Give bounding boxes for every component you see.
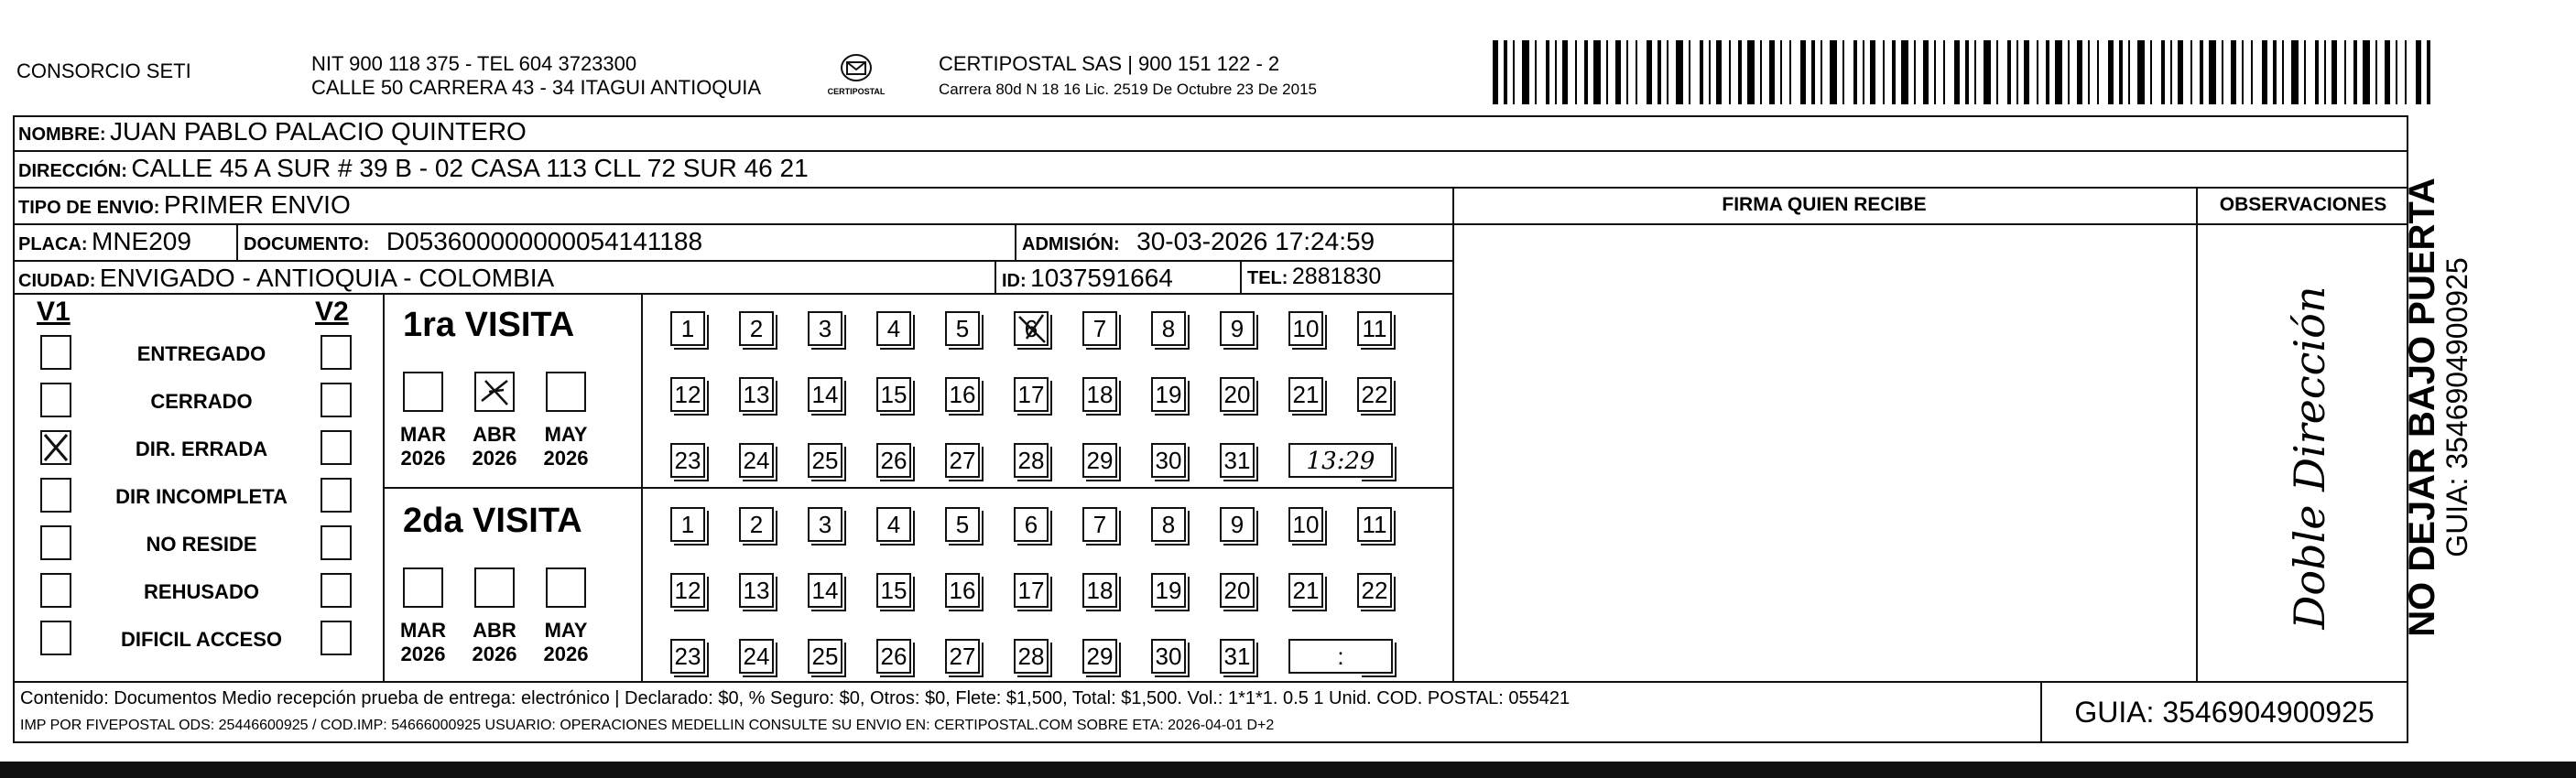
month-checkbox[interactable] xyxy=(546,372,586,412)
tel-value: 2881830 xyxy=(1291,264,1382,289)
day-number: 25 xyxy=(811,447,839,474)
day-number: 4 xyxy=(886,315,901,342)
status-label: DIR. ERRADA xyxy=(135,438,268,460)
day-box[interactable] xyxy=(1288,507,1323,542)
envelope-icon xyxy=(838,53,875,82)
id-value: 1037591664 xyxy=(1030,264,1173,292)
documento-label: DOCUMENTO: xyxy=(244,234,370,254)
v2-checkbox[interactable] xyxy=(321,621,352,655)
certipostal-line2: Carrera 80d N 18 16 Lic. 2519 De Octubre 23 De 2015 xyxy=(939,81,1317,98)
day-box[interactable] xyxy=(876,311,911,346)
day-box[interactable] xyxy=(1357,507,1392,542)
nombre-label: NOMBRE: xyxy=(18,124,106,145)
day-box[interactable] xyxy=(739,443,774,478)
day-number: 30 xyxy=(1155,643,1182,670)
day-number: 19 xyxy=(1155,577,1182,604)
month-year: 2026 xyxy=(543,447,589,470)
v2-checkbox[interactable] xyxy=(321,335,352,370)
day-number: 11 xyxy=(1362,511,1387,538)
day-box[interactable] xyxy=(1014,311,1049,346)
month-name: ABR xyxy=(473,423,516,446)
day-number: 2 xyxy=(749,315,764,342)
month-name: MAR xyxy=(399,619,447,642)
day-number: 5 xyxy=(955,511,970,538)
status-label: DIR INCOMPLETA xyxy=(115,485,288,508)
v1-label: V1 xyxy=(37,297,71,327)
day-box[interactable] xyxy=(808,311,842,346)
day-box[interactable] xyxy=(739,639,774,674)
month-name: ABR xyxy=(473,619,516,642)
day-box[interactable] xyxy=(1082,311,1117,346)
v2-label: V2 xyxy=(315,297,349,327)
day-box[interactable] xyxy=(808,639,842,674)
day-box[interactable] xyxy=(945,377,980,412)
day-number: 19 xyxy=(1155,381,1182,408)
v2-checkbox[interactable] xyxy=(321,478,352,513)
day-number: 10 xyxy=(1292,511,1320,538)
day-number: 8 xyxy=(1161,315,1176,342)
month-checkbox[interactable] xyxy=(403,372,443,412)
day-number: 16 xyxy=(949,381,976,408)
status-label: DIFICIL ACCESO xyxy=(120,628,282,651)
day-number: 1 xyxy=(680,511,695,538)
company-name: CONSORCIO SETI xyxy=(16,59,191,82)
v1-checkbox[interactable] xyxy=(40,383,71,417)
day-number: 25 xyxy=(811,643,839,670)
day-box[interactable] xyxy=(808,507,842,542)
status-label: ENTREGADO xyxy=(136,342,266,365)
day-number: 29 xyxy=(1086,643,1114,670)
footer-line1: Contenido: Documentos Medio recepción prueba de entrega: electrónico | Declarado: $0, % Seguro: $0, Otros: $0, Flete: $1,500, Total: $1,500. Vol.: 1*1*1. 0.5 1 Unid. COD. POSTAL: 055421 xyxy=(20,688,1571,708)
day-number: 16 xyxy=(949,577,976,604)
day-number: 3 xyxy=(818,511,832,538)
day-box[interactable] xyxy=(808,377,842,412)
day-box[interactable] xyxy=(945,443,980,478)
status-label: REHUSADO xyxy=(144,580,259,603)
day-box[interactable] xyxy=(670,311,705,346)
check-x-icon xyxy=(42,432,70,463)
ciudad-label: CIUDAD: xyxy=(18,271,96,291)
day-number: 31 xyxy=(1223,447,1251,474)
day-box[interactable] xyxy=(1288,573,1323,608)
day-number: 18 xyxy=(1086,381,1114,408)
day-box[interactable] xyxy=(739,311,774,346)
day-box[interactable] xyxy=(1082,639,1117,674)
day-number: 1 xyxy=(680,315,695,342)
day-box[interactable] xyxy=(945,311,980,346)
day-box[interactable] xyxy=(1220,573,1255,608)
day-box[interactable] xyxy=(1288,311,1323,346)
admision-label: ADMISIÓN: xyxy=(1022,234,1120,254)
day-number: 30 xyxy=(1155,447,1182,474)
day-number: 7 xyxy=(1092,315,1107,342)
time-value: : xyxy=(1337,643,1344,670)
day-box[interactable] xyxy=(1220,311,1255,346)
day-number: 12 xyxy=(674,381,701,408)
day-box[interactable] xyxy=(1357,573,1392,608)
v2-checkbox[interactable] xyxy=(321,430,352,465)
tipo-label: TIPO DE ENVIO: xyxy=(18,198,160,218)
ciudad-field xyxy=(18,264,554,293)
day-box[interactable] xyxy=(1014,443,1049,478)
month-name: MAY xyxy=(544,423,588,446)
day-box[interactable] xyxy=(876,639,911,674)
month-name: MAR xyxy=(399,423,447,446)
month-name: MAY xyxy=(544,619,588,642)
day-number: 22 xyxy=(1361,577,1388,604)
month-checkbox[interactable] xyxy=(546,567,586,608)
day-box[interactable] xyxy=(876,377,911,412)
footer-guia: GUIA: 3546904900925 xyxy=(2074,696,2375,729)
day-number: 21 xyxy=(1292,577,1320,604)
day-number: 21 xyxy=(1292,381,1320,408)
day-number: 12 xyxy=(674,577,701,604)
day-box[interactable] xyxy=(1357,311,1392,346)
tel-label: TEL: xyxy=(1247,268,1288,288)
v1-checkbox[interactable] xyxy=(40,621,71,655)
day-number: 5 xyxy=(955,315,970,342)
visit-title: 1ra VISITA xyxy=(403,306,575,344)
month-year: 2026 xyxy=(543,643,589,665)
day-box[interactable] xyxy=(945,639,980,674)
day-number: 27 xyxy=(949,447,976,474)
day-number: 31 xyxy=(1223,643,1251,670)
day-number: 10 xyxy=(1292,315,1320,342)
certipostal-logo xyxy=(810,53,902,104)
v2-checkbox[interactable] xyxy=(321,525,352,560)
day-box[interactable] xyxy=(876,573,911,608)
observaciones-handwriting: Doble Dirección xyxy=(2285,286,2334,630)
day-box[interactable] xyxy=(739,377,774,412)
time-value: 13:29 xyxy=(1306,448,1375,475)
address-line: CALLE 50 CARRERA 43 - 34 ITAGUI ANTIOQUIA xyxy=(311,76,762,99)
v1-checkbox[interactable] xyxy=(40,573,71,608)
month-checkbox[interactable] xyxy=(474,372,515,412)
side-title: NO DEJAR BAJO PUERTA xyxy=(2402,178,2442,637)
day-number: 15 xyxy=(880,577,908,604)
month-label xyxy=(533,423,599,470)
direccion-field xyxy=(18,154,809,183)
tipo-field xyxy=(18,190,351,220)
footer-line2: IMP POR FIVEPOSTAL ODS: 25446600925 / COD.IMP: 54666000925 USUARIO: OPERACIONES MEDELLIN CONSULTE SU ENVIO EN: CERTIPOSTAL.COM SOBRE ETA: 2026-04-01 D+2 xyxy=(20,718,1275,733)
nombre-field xyxy=(18,117,527,146)
month-checkbox[interactable] xyxy=(474,567,515,608)
day-number: 6 xyxy=(1024,315,1038,342)
documento-field xyxy=(244,227,702,256)
day-number: 13 xyxy=(743,381,770,408)
nombre-value: JUAN PABLO PALACIO QUINTERO xyxy=(110,117,527,146)
day-box[interactable] xyxy=(1220,377,1255,412)
day-number: 24 xyxy=(743,447,770,474)
day-box[interactable] xyxy=(1220,639,1255,674)
day-box[interactable] xyxy=(739,507,774,542)
day-box[interactable] xyxy=(1151,639,1186,674)
day-box[interactable] xyxy=(1151,377,1186,412)
day-box[interactable] xyxy=(670,639,705,674)
day-number: 23 xyxy=(674,643,701,670)
day-box[interactable] xyxy=(1014,573,1049,608)
side-guia: GUIA: 3546904900925 xyxy=(2440,257,2473,557)
day-box[interactable] xyxy=(876,507,911,542)
check-x-icon xyxy=(1014,311,1050,348)
direccion-label: DIRECCIÓN: xyxy=(18,161,127,181)
day-box[interactable] xyxy=(670,443,705,478)
tel-field xyxy=(1247,264,1381,290)
v2-checkbox[interactable] xyxy=(321,383,352,417)
month-label xyxy=(462,423,527,470)
day-box[interactable] xyxy=(739,573,774,608)
month-label xyxy=(462,619,527,666)
day-box[interactable] xyxy=(1151,573,1186,608)
day-box[interactable] xyxy=(1082,443,1117,478)
status-label: CERRADO xyxy=(150,390,253,413)
page-edge xyxy=(0,762,2576,778)
day-number: 29 xyxy=(1086,447,1114,474)
day-number: 28 xyxy=(1017,447,1045,474)
placa-label: PLACA: xyxy=(18,234,88,254)
month-year: 2026 xyxy=(472,643,517,665)
day-box[interactable] xyxy=(945,573,980,608)
day-number: 3 xyxy=(818,315,832,342)
check-x-icon xyxy=(476,373,513,410)
month-year: 2026 xyxy=(400,447,446,470)
day-box[interactable] xyxy=(1151,443,1186,478)
day-box[interactable] xyxy=(808,573,842,608)
ciudad-value: ENVIGADO - ANTIOQUIA - COLOMBIA xyxy=(99,264,555,292)
day-number: 17 xyxy=(1017,577,1045,604)
day-box[interactable] xyxy=(670,573,705,608)
day-number: 22 xyxy=(1361,381,1388,408)
status-label: NO RESIDE xyxy=(146,533,257,556)
certipostal-line1: CERTIPOSTAL SAS | 900 151 122 - 2 xyxy=(939,52,1280,75)
day-number: 28 xyxy=(1017,643,1045,670)
firma-header: FIRMA QUIEN RECIBE xyxy=(1722,194,1927,215)
v1-checkbox[interactable] xyxy=(40,525,71,560)
v1-checkbox[interactable] xyxy=(40,430,71,465)
month-label xyxy=(390,619,456,666)
v2-checkbox[interactable] xyxy=(321,573,352,608)
barcode xyxy=(1493,40,2436,104)
day-number: 17 xyxy=(1017,381,1045,408)
nit-line: NIT 900 118 375 - TEL 604 3723300 xyxy=(311,52,637,75)
day-number: 9 xyxy=(1230,511,1245,538)
placa-field xyxy=(18,227,191,256)
day-box[interactable] xyxy=(670,377,705,412)
day-box[interactable] xyxy=(1014,639,1049,674)
id-field xyxy=(1002,264,1173,293)
time-box[interactable] xyxy=(1288,443,1393,478)
day-number: 26 xyxy=(880,447,908,474)
admision-value: 30-03-2026 17:24:59 xyxy=(1136,227,1375,255)
day-number: 2 xyxy=(749,511,764,538)
observaciones-header: OBSERVACIONES xyxy=(2219,194,2387,215)
id-label: ID: xyxy=(1002,271,1027,291)
day-box[interactable] xyxy=(1082,573,1117,608)
admision-field xyxy=(1022,227,1375,256)
day-box[interactable] xyxy=(808,443,842,478)
tipo-value: PRIMER ENVIO xyxy=(163,190,351,219)
day-number: 27 xyxy=(949,643,976,670)
day-number: 6 xyxy=(1024,511,1038,538)
day-box[interactable] xyxy=(1288,377,1323,412)
day-box[interactable] xyxy=(1220,443,1255,478)
day-box[interactable] xyxy=(1220,507,1255,542)
day-number: 14 xyxy=(811,381,839,408)
month-label xyxy=(390,423,456,470)
day-number: 20 xyxy=(1223,577,1251,604)
v1-checkbox[interactable] xyxy=(40,478,71,513)
day-box[interactable] xyxy=(1151,507,1186,542)
month-year: 2026 xyxy=(400,643,446,665)
day-box[interactable] xyxy=(876,443,911,478)
day-number: 4 xyxy=(886,511,901,538)
day-number: 18 xyxy=(1086,577,1114,604)
documento-value: D053600000000054141188 xyxy=(386,227,703,255)
day-box[interactable] xyxy=(945,507,980,542)
time-box[interactable] xyxy=(1288,639,1393,674)
logo-text: CERTIPOSTAL xyxy=(827,87,886,96)
direccion-value: CALLE 45 A SUR # 39 B - 02 CASA 113 CLL 72 SUR 46 21 xyxy=(131,154,809,182)
day-number: 15 xyxy=(880,381,908,408)
day-number: 11 xyxy=(1362,315,1387,342)
day-number: 23 xyxy=(674,447,701,474)
month-checkbox[interactable] xyxy=(403,567,443,608)
day-box[interactable] xyxy=(1014,377,1049,412)
visit-title: 2da VISITA xyxy=(403,502,582,540)
day-box[interactable] xyxy=(1151,311,1186,346)
day-box[interactable] xyxy=(1082,377,1117,412)
day-box[interactable] xyxy=(1082,507,1117,542)
day-box[interactable] xyxy=(1357,377,1392,412)
day-number: 20 xyxy=(1223,381,1251,408)
day-number: 26 xyxy=(880,643,908,670)
day-number: 9 xyxy=(1230,315,1245,342)
day-number: 24 xyxy=(743,643,770,670)
day-number: 7 xyxy=(1092,511,1107,538)
day-number: 13 xyxy=(743,577,770,604)
day-number: 8 xyxy=(1161,511,1176,538)
month-year: 2026 xyxy=(472,447,517,470)
month-label xyxy=(533,619,599,666)
day-box[interactable] xyxy=(1014,507,1049,542)
placa-value: MNE209 xyxy=(92,227,191,255)
day-number: 14 xyxy=(811,577,839,604)
day-box[interactable] xyxy=(670,507,705,542)
v1-checkbox[interactable] xyxy=(40,335,71,370)
